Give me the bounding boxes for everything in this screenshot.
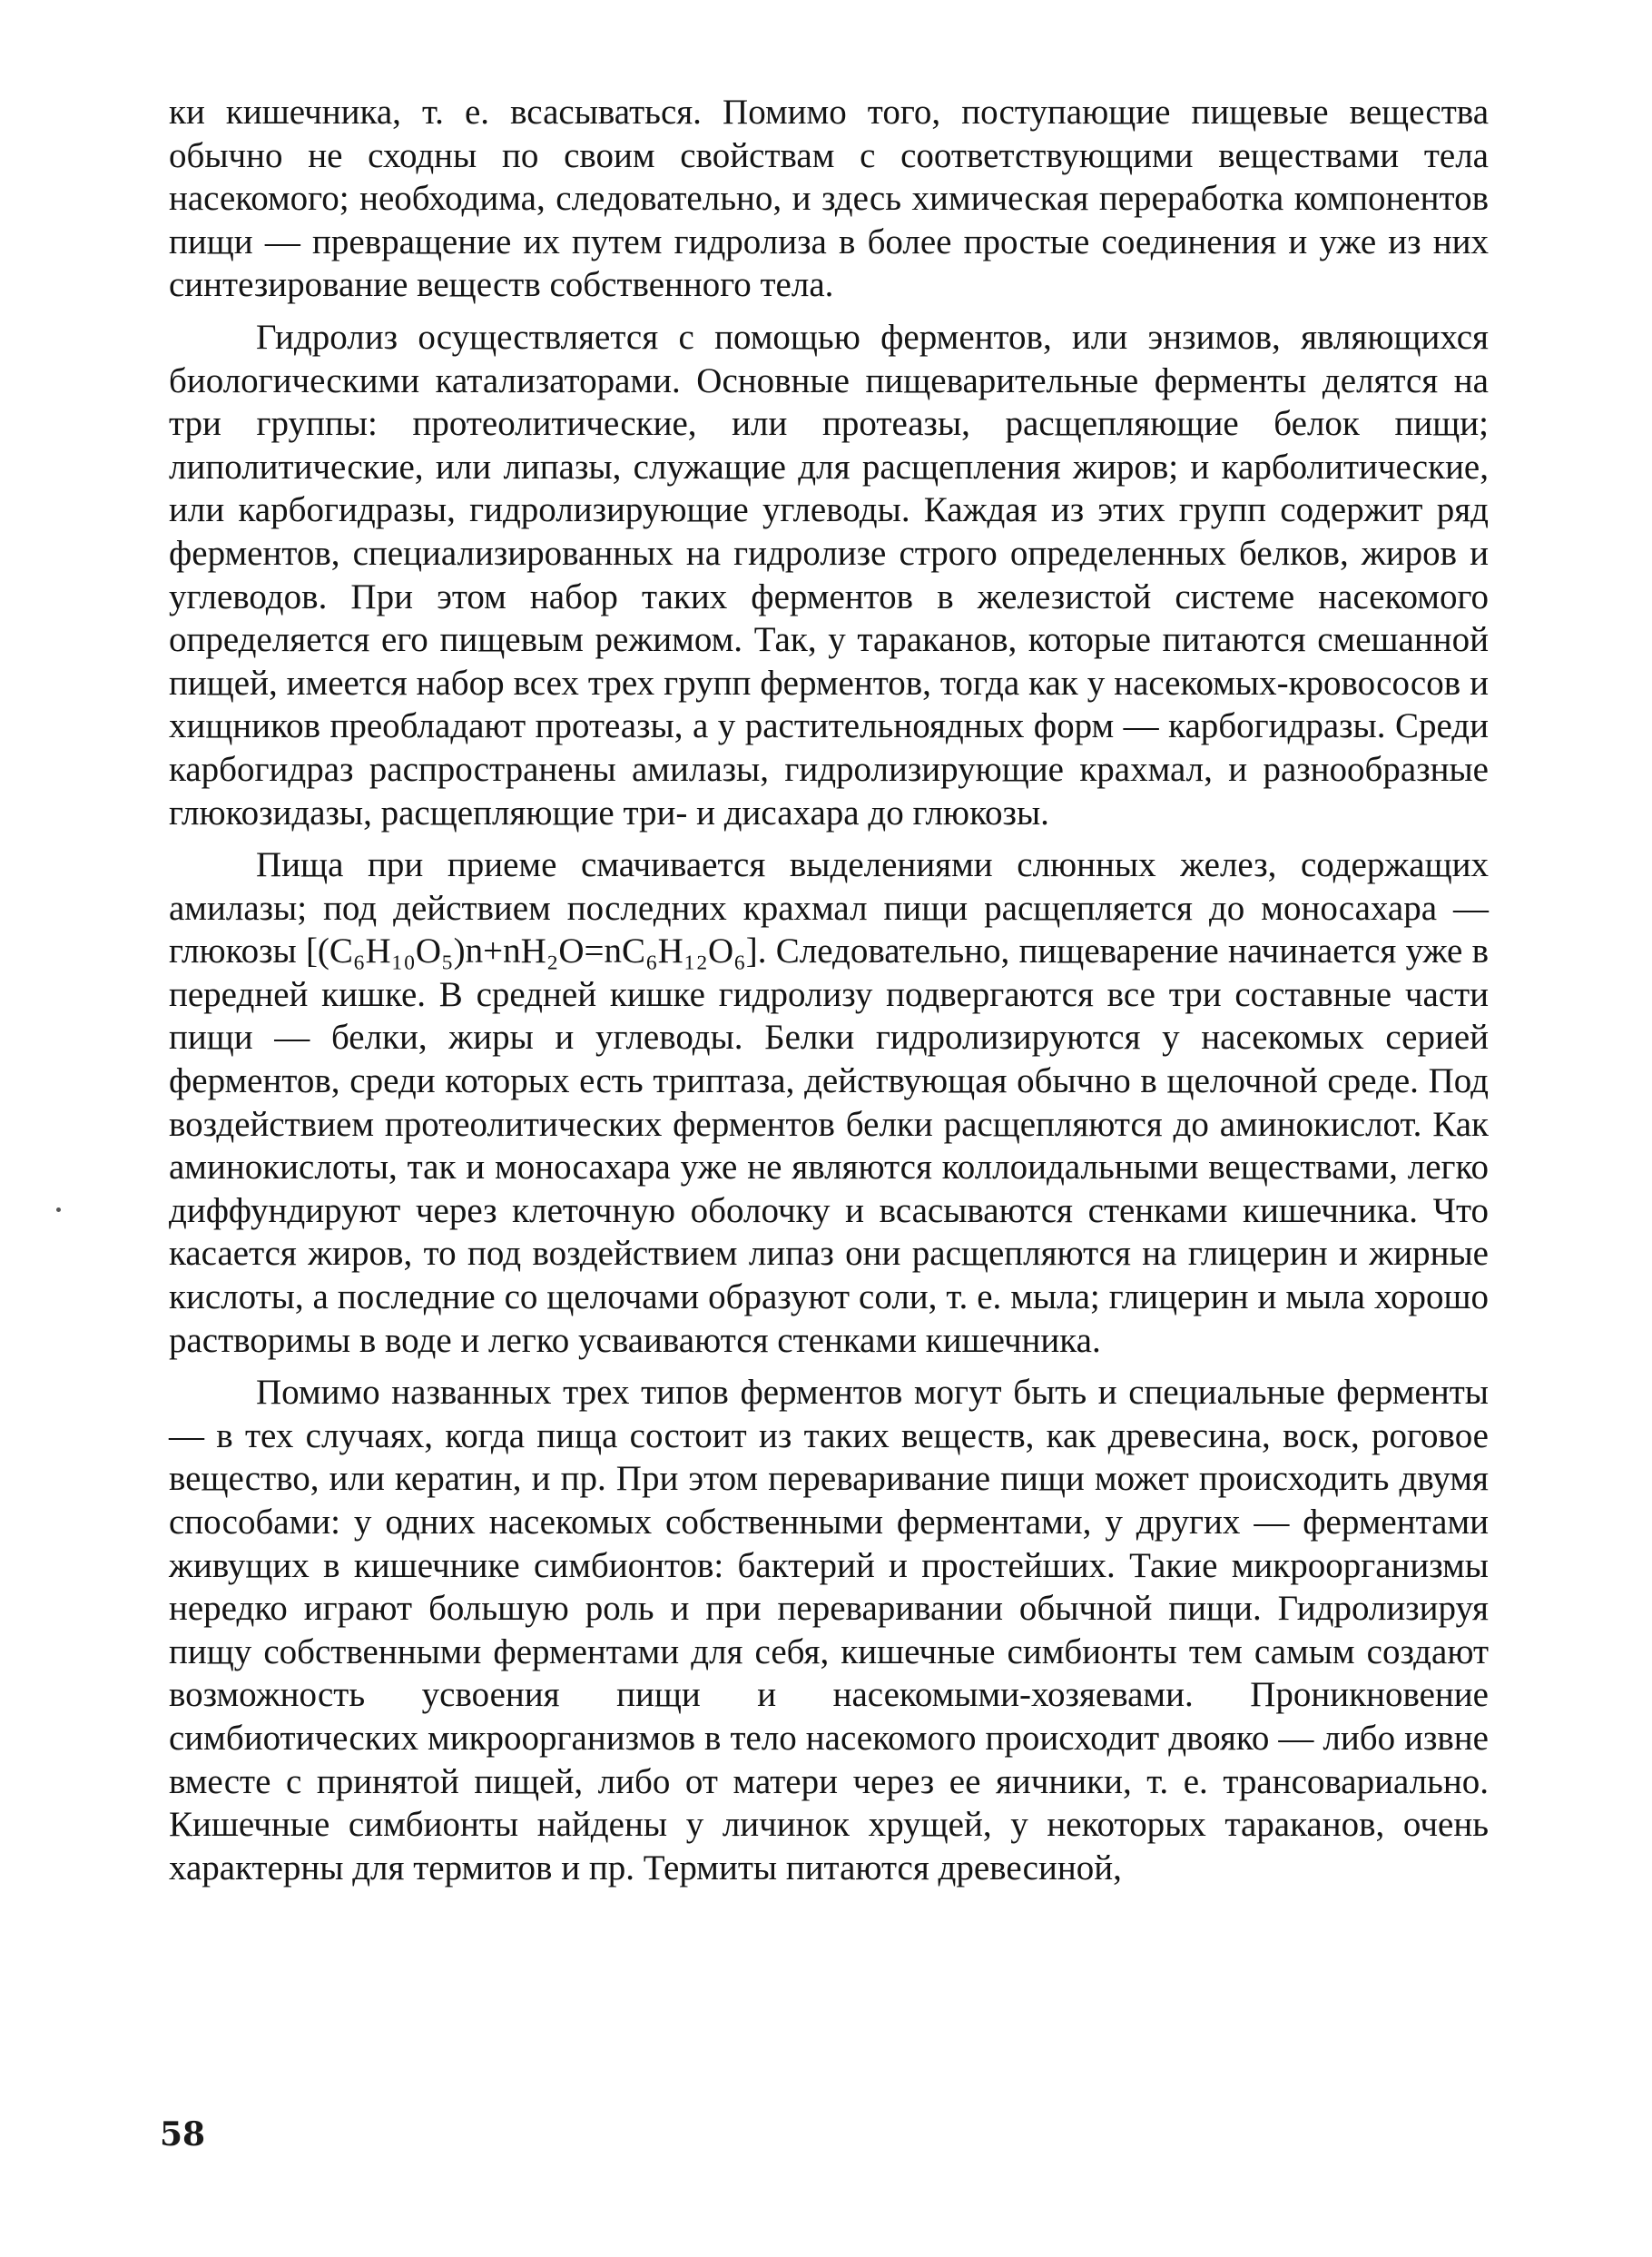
page-body: [169, 91, 1489, 1889]
print-speck: [56, 1207, 61, 1212]
page-number: 58: [160, 2115, 206, 2154]
paragraph-1: ки кишечника, т. е. всасываться. Помимо того, поступающие пищевые вещества обычно не сходны по своим свойствам с соответствующими веществами тела насекомого; необходима, следовательно, и здесь химическая переработка компонентов пищи — превращение их путем гидролиза в более простые соединения и уже из них синтезирование веществ собственного тела.: [169, 93, 1489, 305]
paragraph-4: Помимо названных трех типов ферментов могут быть и специальные ферменты — в тех случаях, когда пища состоит из таких веществ, как древесина, воск, роговое вещество, или кератин, и пр. При этом переваривание пищи может происходить двумя способами: у одних насекомых собственными ферментами, у других — ферментами живущих в кишечнике симбионтов: бактерий и простейших. Такие микроорганизмы нередко играют большую роль и при переваривании обычной пищи. Гидролизируя пищу собственными ферментами для себя, кишечные симбионты тем самым создают возможность усвоения пищи и насекомыми-хозяевами. Проникновение симбиотических микроорганизмов в тело насекомого происходит двояко — либо извне вместе с принятой пищей, либо от матери через ее яичники, т. е. трансовариально. Кишечные симбионты найдены у личинок хрущей, у некоторых тараканов, очень характерны для термитов и пр. Термиты питаются древесиной,: [169, 1373, 1489, 1887]
paragraph-2: Гидролиз осуществляется с помощью ферментов, или энзимов, являющихся биологическими катализаторами. Основные пищеварительные ферменты делятся на три группы: протеолитические, или протеазы, расщепляющие белок пищи; липолитические, или липазы, служащие для расщепления жиров; и карболитические, или карбогидразы, гидролизирующие углеводы. Каждая из этих групп содержит ряд ферментов, специализированных на гидролизе строго определенных белков, жиров и углеводов. При этом набор таких ферментов в железистой системе насекомого определяется его пищевым режимом. Так, у тараканов, которые питаются смешанной пищей, имеется набор всех трех групп ферментов, тогда как у насекомых-кровососов и хищников преобладают протеазы, а у растительноядных форм — карбогидразы. Среди карбогидраз распространены амилазы, гидролизирующие крахмал, и разнообразные глюкозидазы, расщепляющие три- и дисахара до глюкозы.: [169, 317, 1489, 833]
paragraph-3: Пища при приеме смачивается выделениями слюнных желез, содержащих амилазы; под действием последних крахмал пищи расщепляется до моносахара — глюкозы [(C₆H₁₀O₅)n+nH₂O=nC₆H₁₂O₆]. Следовательно, пищеварение начинается уже в передней кишке. В средней кишке гидролизу подвергаются все три составные части пищи — белки, жиры и углеводы. Белки гидролизируются у насекомых серией ферментов, среди которых есть триптаза, действующая обычно в щелочной среде. Под воздействием протеолитических ферментов белки расщепляются до аминокислот. Как аминокислоты, так и моносахара уже не являются коллоидальными веществами, легко диффундируют через клеточную оболочку и всасываются стенками кишечника. Что касается жиров, то под воздействием липаз они расщепляются на глицерин и жирные кислоты, а последние со щелочами образуют соли, т. е. мыла; глицерин и мыла хорошо растворимы в воде и легко усваиваются стенками кишечника.: [169, 845, 1489, 1360]
